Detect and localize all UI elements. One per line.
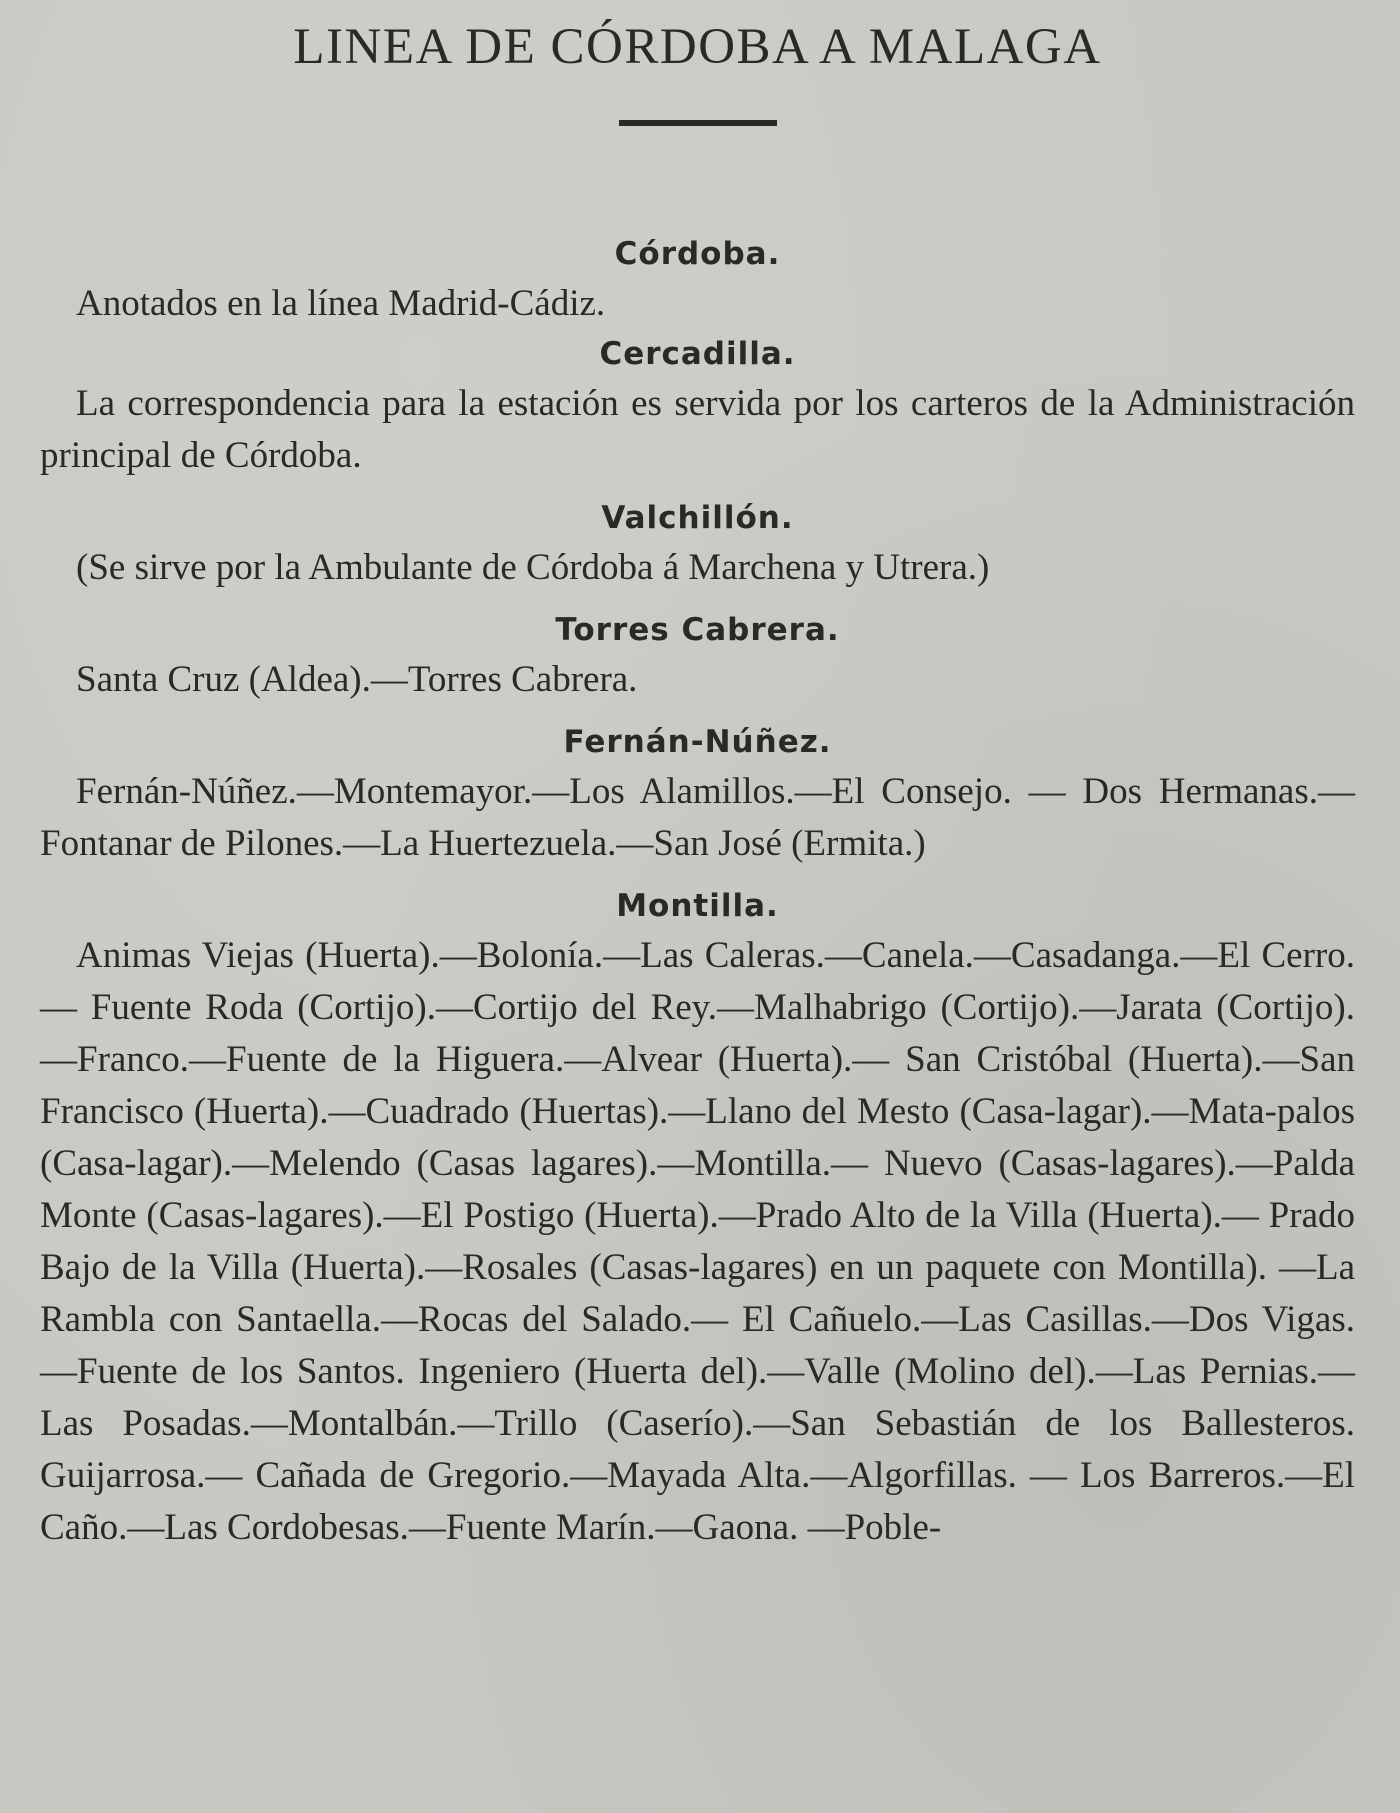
section-heading: Córdoba. — [614, 236, 781, 272]
section-cordoba — [40, 234, 1355, 330]
section-text: (Se sirve por la Ambulante de Córdoba á Marchena y Utrera.) — [76, 547, 990, 588]
page-title: LINEA DE CÓRDOBA A MALAGA — [293, 19, 1102, 75]
section-text: Anotados en la línea Madrid-Cádiz. — [76, 283, 606, 324]
section-valchillon — [40, 498, 1355, 594]
section-heading: Valchillón. — [601, 500, 794, 536]
section-heading: Montilla. — [616, 888, 779, 924]
title-rule — [619, 120, 777, 126]
section-heading: Cercadilla. — [599, 336, 796, 372]
section-text: Animas Viejas (Huerta).—Bolonía.—Las Caleras.—Canela.—Casadanga.—El Cerro.— Fuente Roda (Cortijo).—Cortijo del Rey.—Malhabrigo (Cortijo).—Jarata (Cortijo).—Franco.—Fuente de la Higuera.—Alvear (Huerta).— San Cristóbal (Huerta).—San Francisco (Huerta).—Cuadrado (Huertas).—Llano del Mesto (Casa-lagar).—Mata-palos (Casa-lagar).—Melendo (Casas lagares).—Montilla.— Nuevo (Casas-lagares).—Palda Monte (Casas-lagares).—El Postigo (Huerta).—Prado Alto de la Villa (Huerta).— Prado Bajo de la Villa (Huerta).—Rosales (Casas-lagares) en un paquete con Montilla). —La Rambla con Santaella.—Rocas del Salado.— El Cañuelo.—Las Casillas.—Dos Vigas.—Fuente de los Santos. Ingeniero (Huerta del).—Valle (Molino del).—Las Pernias.—Las Posadas.—Montalbán.—Trillo (Caserío).—San Sebastián de los Ballesteros. Guijarrosa.— Cañada de Gregorio.—Mayada Alta.—Algorfillas. — Los Barreros.—El Caño.—Las Cordobesas.—Fuente Marín.—Gaona. —Poble- — [40, 935, 1355, 1548]
section-text: Santa Cruz (Aldea).—Torres Cabrera. — [76, 659, 638, 700]
section-text: Fernán-Núñez.—Montemayor.—Los Alamillos.—El Consejo. — Dos Hermanas.—Fontanar de Pilones.—La Huertezuela.—San José (Ermita.) — [40, 771, 1355, 864]
section-text: La correspondencia para la estación es servida por los carteros de la Administración principal de Córdoba. — [40, 383, 1355, 476]
section-heading: Fernán-Núñez. — [563, 724, 832, 760]
section-cercadilla — [40, 334, 1355, 482]
section-montilla — [40, 886, 1355, 1554]
section-torres-cabrera — [40, 610, 1355, 706]
section-fernan-nunez — [40, 722, 1355, 870]
section-heading: Torres Cabrera. — [555, 612, 840, 648]
